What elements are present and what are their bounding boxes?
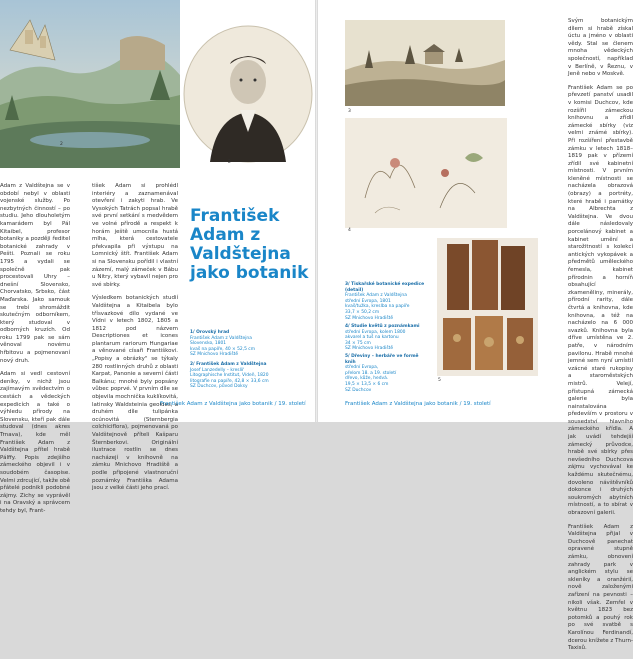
caption-2: 2/ František Adam z Valdštejna Josef Lanzedelly – kreslíř Litographische Institut, Vídeň, 1820 litografie na papíře, 42,8 × 33,6 cm SZ Duchcov, původ Doksy bbox=[190, 362, 269, 390]
landscape-painting bbox=[0, 0, 180, 168]
right-text-column bbox=[568, 18, 633, 659]
caption-4: 4/ Studie květů z poznámkami střední Evropa, kolem 1800 akvarel a tuš na kartonu 34 × 75 cm SZ Mnichovo Hradiště bbox=[345, 324, 420, 352]
figure-number: 5 bbox=[438, 378, 441, 383]
landscape-engraving bbox=[345, 20, 505, 106]
paragraph: tišek Adam si prohlédl interiéry a zaznamenával otevření i zakyti hrab. Ve Vysokých Tatrách popsal hrabě své první setkání s medvědem ve volné přírodě a respekt k horám ještě umocnila hustá mlha, která cestovatele překvapila při výstupu na Lomnický štít. František Adam si na Slovensku pořídil i vlastní zázemí, malý zámeček v Bábu u Nitry, který vybavil nejen pro své sbírky. bbox=[92, 183, 178, 288]
caption-5: 5/ Dřeviny – herbáře ve formě knih střední Evropa, přelom 18. a 19. století dřevo, kůže, hedvá. 19,5 × 13,5 × 6 cm SZ Duchcov bbox=[345, 354, 419, 393]
caption-heading: František Adam z Valdštejna bbox=[196, 362, 267, 367]
paragraph: Adam si vedl cestovní deníky, v nichž jsou zajímavým svědectvím o cestách a vědeckých expedicích a také o výhledu přírody na Slovensku, kteří pak dále studoval (dnes akres Trnava), kde měl František Adam z Valdštejna přítel hrabě Pálffy. Popis zdejšího zámeckého objevil i v soudobém časopise. Velmi zdrcující, takže obě přátelé podnikli podobné zájmy. Zichy se vyprávěl i na Oravský a správcem tehdy byl, Frant- bbox=[0, 371, 70, 514]
running-footer: František Adam z Valdštejna jako botanik / 19. století bbox=[160, 401, 306, 407]
caption-heading: Studie květů z poznámkami bbox=[351, 324, 420, 329]
article-title: František Adam z Valdštejna jako botanik bbox=[190, 206, 309, 283]
paragraph: František Adam z Valdštejna přijal v Duchcově panechat opravené stupně zámku, obnovení zahrady park v anglickém stylu se skleníky a oranžérií, nově založenými zařízení na pevnosti – nikoli však. Zemřel v květnu 1823 bez potomků a pouhý rok po své svatbě s Karolínou Ferdinandí, dcerou knížete z Thurn-Taxisů. bbox=[568, 523, 633, 652]
figure-number: 2 bbox=[228, 160, 231, 165]
portrait-lithograph bbox=[180, 22, 316, 165]
left-page bbox=[0, 0, 315, 514]
herbarium-books-photo bbox=[437, 238, 538, 376]
caption-3: 3/ Tiskařské botanické expedice (detail) František Adam z Valdštejna střední Evropa, 1801 kvaš/tužka, kreslba na papíře 33,7 × 50,2 cm SZ Mnichovo Hradiště bbox=[345, 282, 425, 321]
caption-heading: Dřeviny – herbáře ve formě knih bbox=[345, 354, 419, 365]
paragraph: František Adam se po převzetí panství usadil v komisi Duchcov, kde rozšířil zámeckou knihovnu a zřídil zámecké sbírky (viz velmi známé sbírky). Při rozšíření přestavbě zámku v letech 1818–1819 pak v přízemí zřídil své kabinetní místnosti. V prvním kleněné místnosti se nacházela obrazová (obrazy) a portréty, které hrabě i památky na Albrechta z Valdštejna. Ve dvou dále následovaly porcelánový kabinet a kabinet umění a starožitností s kolekcí antických vykopávek a předmětů uměleckého řemesla, kabinet přírodnin a horníň obsahující zkameněliny, minerály, přírodní rarity, dále čtvrtá a knihovna, kde knihovna, a též na nacházelo na 6 000 svazků. Knihovna byla dříve umístěna ve 2. patře, v národním pavilonu. Hrabě mnohé jemné sem nyní umístil vzácné staré rukopisy a staroměstských mistrů. Velejí, přístupná zámecká galerie byla nainstalována především v prostoru v sousedství hlavního zámeckého křídla. A jak uvádí tehdejší zámecký průvodce, hrabě své sbírky přes nevšedního Duchcova zájmu vychovával ke každému skutečnému, dovoleno návštěvníků dokonce i druhých soukromých abytních místností, a to sbírat v obrazovní galerii. bbox=[568, 84, 633, 516]
caption-heading: Tiskařské botanické expedice (detail) bbox=[345, 282, 425, 293]
figure-number: 3 bbox=[348, 109, 351, 114]
figure-number: 4 bbox=[348, 228, 351, 233]
paragraph: Svým botanickým dílem si hrabě získal úctu a jméno v oblasti vědy. Stal se členem mnoha vědeckých společností, například v Berlíně, v Řeznu, v Jeně nebo v Moskvě. bbox=[568, 18, 633, 78]
caption-1: 1/ Orovský hrad František Adam z Valdštejna Slovensko, 1801 kvaš na papíře, 40 × 52,5 cm SZ Mnichovo Hradiště bbox=[190, 330, 255, 358]
paragraph: Výsledkem botanických studií Valdštejna a Kitaibela bylo třísvazkové dílo vydané ve Vídni v letech 1802, 1805 a 1812 pod názvem Descriptiones et icones plantarum rariorum Hungariae a věnované císaři Františkovi. „Popisy a obrázky" se týkaly 280 rostlinných druhů z oblasti Karpat, Panonie a severní části Balkánu; mnohé byly popsány vůbec poprvé. V prvním díle se objevila mochnička kuklíkovitá, latinsky Waldsteinia geoides, a druhém díle tulipánka ocúnovitá (Sternbergia colchiciflora), pojmenovaná po Valdštejnově příteli Kašparu Šternberkovi. Originální ilustrace rostlin se dnes nacházejí v knihovně na zámku Mnichovo Hradiště a podle připojené vlastnoruční poznámky Františka Adama jsou z velké části jeho prací. bbox=[92, 295, 178, 492]
figure-number: 2 bbox=[60, 142, 63, 147]
running-footer: František Adam z Valdštejna jako botanik / 19. století bbox=[345, 401, 491, 407]
text-column-2 bbox=[92, 183, 178, 499]
flower-study-sketch bbox=[345, 118, 507, 228]
paragraph: Adam z Valdštejna se v období nebyl v oblasti vojenské služby. Po nezbytných činností – po studiu. Jeho dlouholetým kamarádem byl Pál Kitaibel, profesor botaniky a později ředitel botanické zahrady v Pešti. Poznali se roku 1795 a vydali se společně pak procestovali Uhry – dnešní Slovensko, Chorvatsko, Srbsko, část Maďarska. Jako samouk se trebí shromáždit skutečným odborníkem, který studoval v odborných kruzích. Od roku 1799 pak se sám věnoval novému hřbitovu a pojmenovaní nový druh. bbox=[0, 183, 70, 364]
caption-heading: Orovský hrad bbox=[196, 330, 230, 335]
text-column-1 bbox=[0, 183, 70, 522]
